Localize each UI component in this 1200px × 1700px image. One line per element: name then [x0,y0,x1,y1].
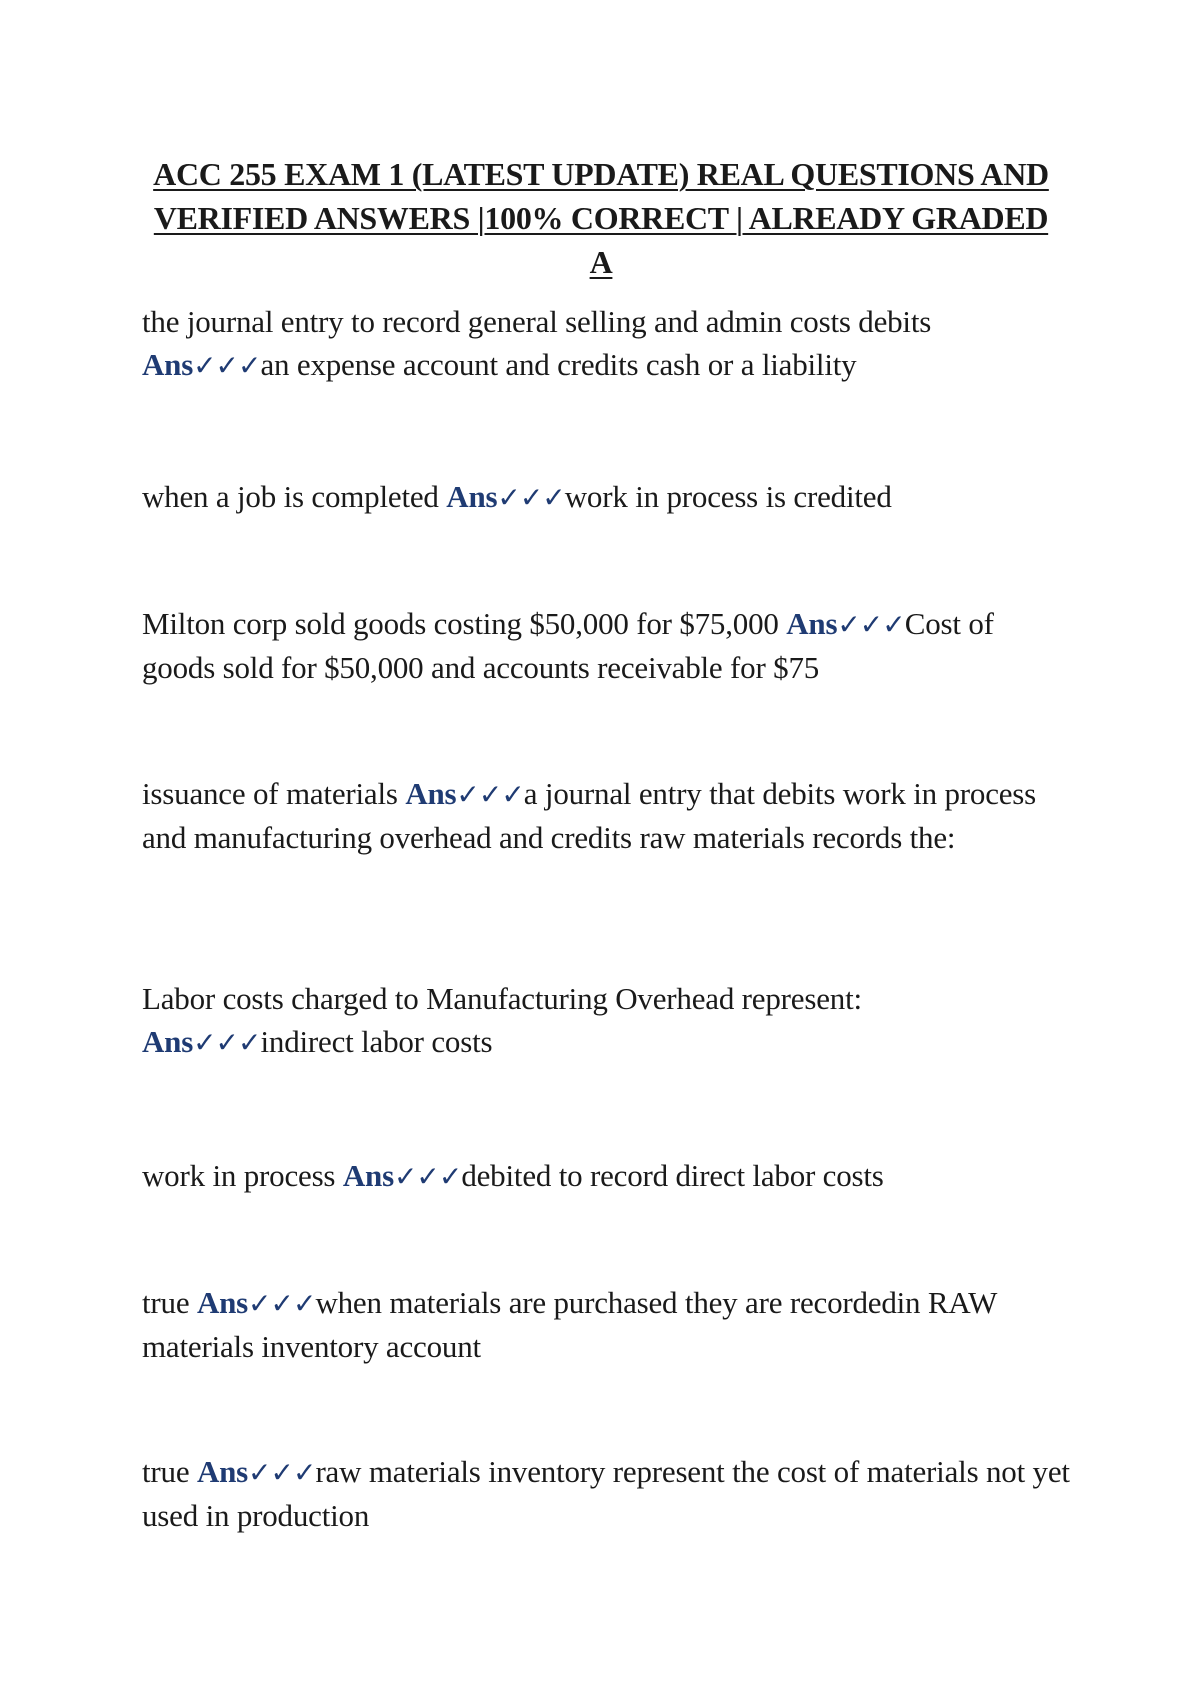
question-text: work in process [142,1158,343,1193]
question-text: true [142,1454,197,1489]
title-line: VERIFIED ANSWERS |100% CORRECT | ALREADY GRADED [153,200,1049,236]
title-line: ACC 255 EXAM 1 (LATEST UPDATE) REAL QUESTIONS AND [153,156,1049,192]
checkmark-icon: ✓✓✓ [193,349,261,382]
checkmark-icon: ✓✓✓ [393,1160,462,1193]
qa-item [142,977,1072,1064]
qa-item [142,602,1072,689]
question-text: Labor costs charged to Manufacturing Overhead represent: [142,981,862,1016]
question-text: issuance of materials [142,776,406,811]
question-text: Milton corp sold goods costing $50,000 for $75,000 [142,606,787,641]
answer-label: Ans [196,1285,249,1320]
checkmark-icon: ✓✓✓ [248,1287,316,1320]
answer-text: raw materials inventory represent the cost of materials not yet used in production [142,1454,1070,1533]
answer-text: when materials are purchased they are recordedin RAW materials inventory account [142,1285,997,1364]
checkmark-icon: ✓✓✓ [248,1456,316,1489]
title-line: A [589,244,613,280]
question-text: the journal entry to record general selling and admin costs debits [142,304,932,339]
checkmark-icon: ✓✓✓ [837,608,905,641]
checkmark-icon: ✓✓✓ [497,481,565,514]
checkmark-icon: ✓✓✓ [456,778,524,811]
answer-label: Ans [196,1454,249,1489]
qa-item [142,1281,1072,1368]
answer-label: Ans [342,1158,394,1193]
answer-text: Cost of goods sold for $50,000 and accounts receivable for $75 [142,606,994,685]
question-text: true [142,1285,197,1320]
qa-item [142,1450,1072,1537]
answer-text: a journal entry that debits work in process and manufacturing overhead and credits raw materials records the: [142,776,1037,855]
answer-text: indirect labor costs [260,1024,493,1059]
qa-item [142,1154,1072,1198]
qa-item [142,772,1072,859]
answer-label: Ans [786,606,838,641]
answer-label: Ans [405,776,457,811]
question-text: when a job is completed [142,479,447,514]
answer-label: Ans [142,347,194,382]
answer-text: debited to record direct labor costs [461,1158,884,1193]
answer-label: Ans [446,479,498,514]
checkmark-icon: ✓✓✓ [193,1026,261,1059]
answer-label: Ans [142,1024,194,1059]
answer-text: an expense account and credits cash or a liability [260,347,857,382]
qa-item [142,300,1072,387]
document-title [140,152,1062,284]
qa-item [142,475,1072,519]
answer-text: work in process is credited [564,479,892,514]
